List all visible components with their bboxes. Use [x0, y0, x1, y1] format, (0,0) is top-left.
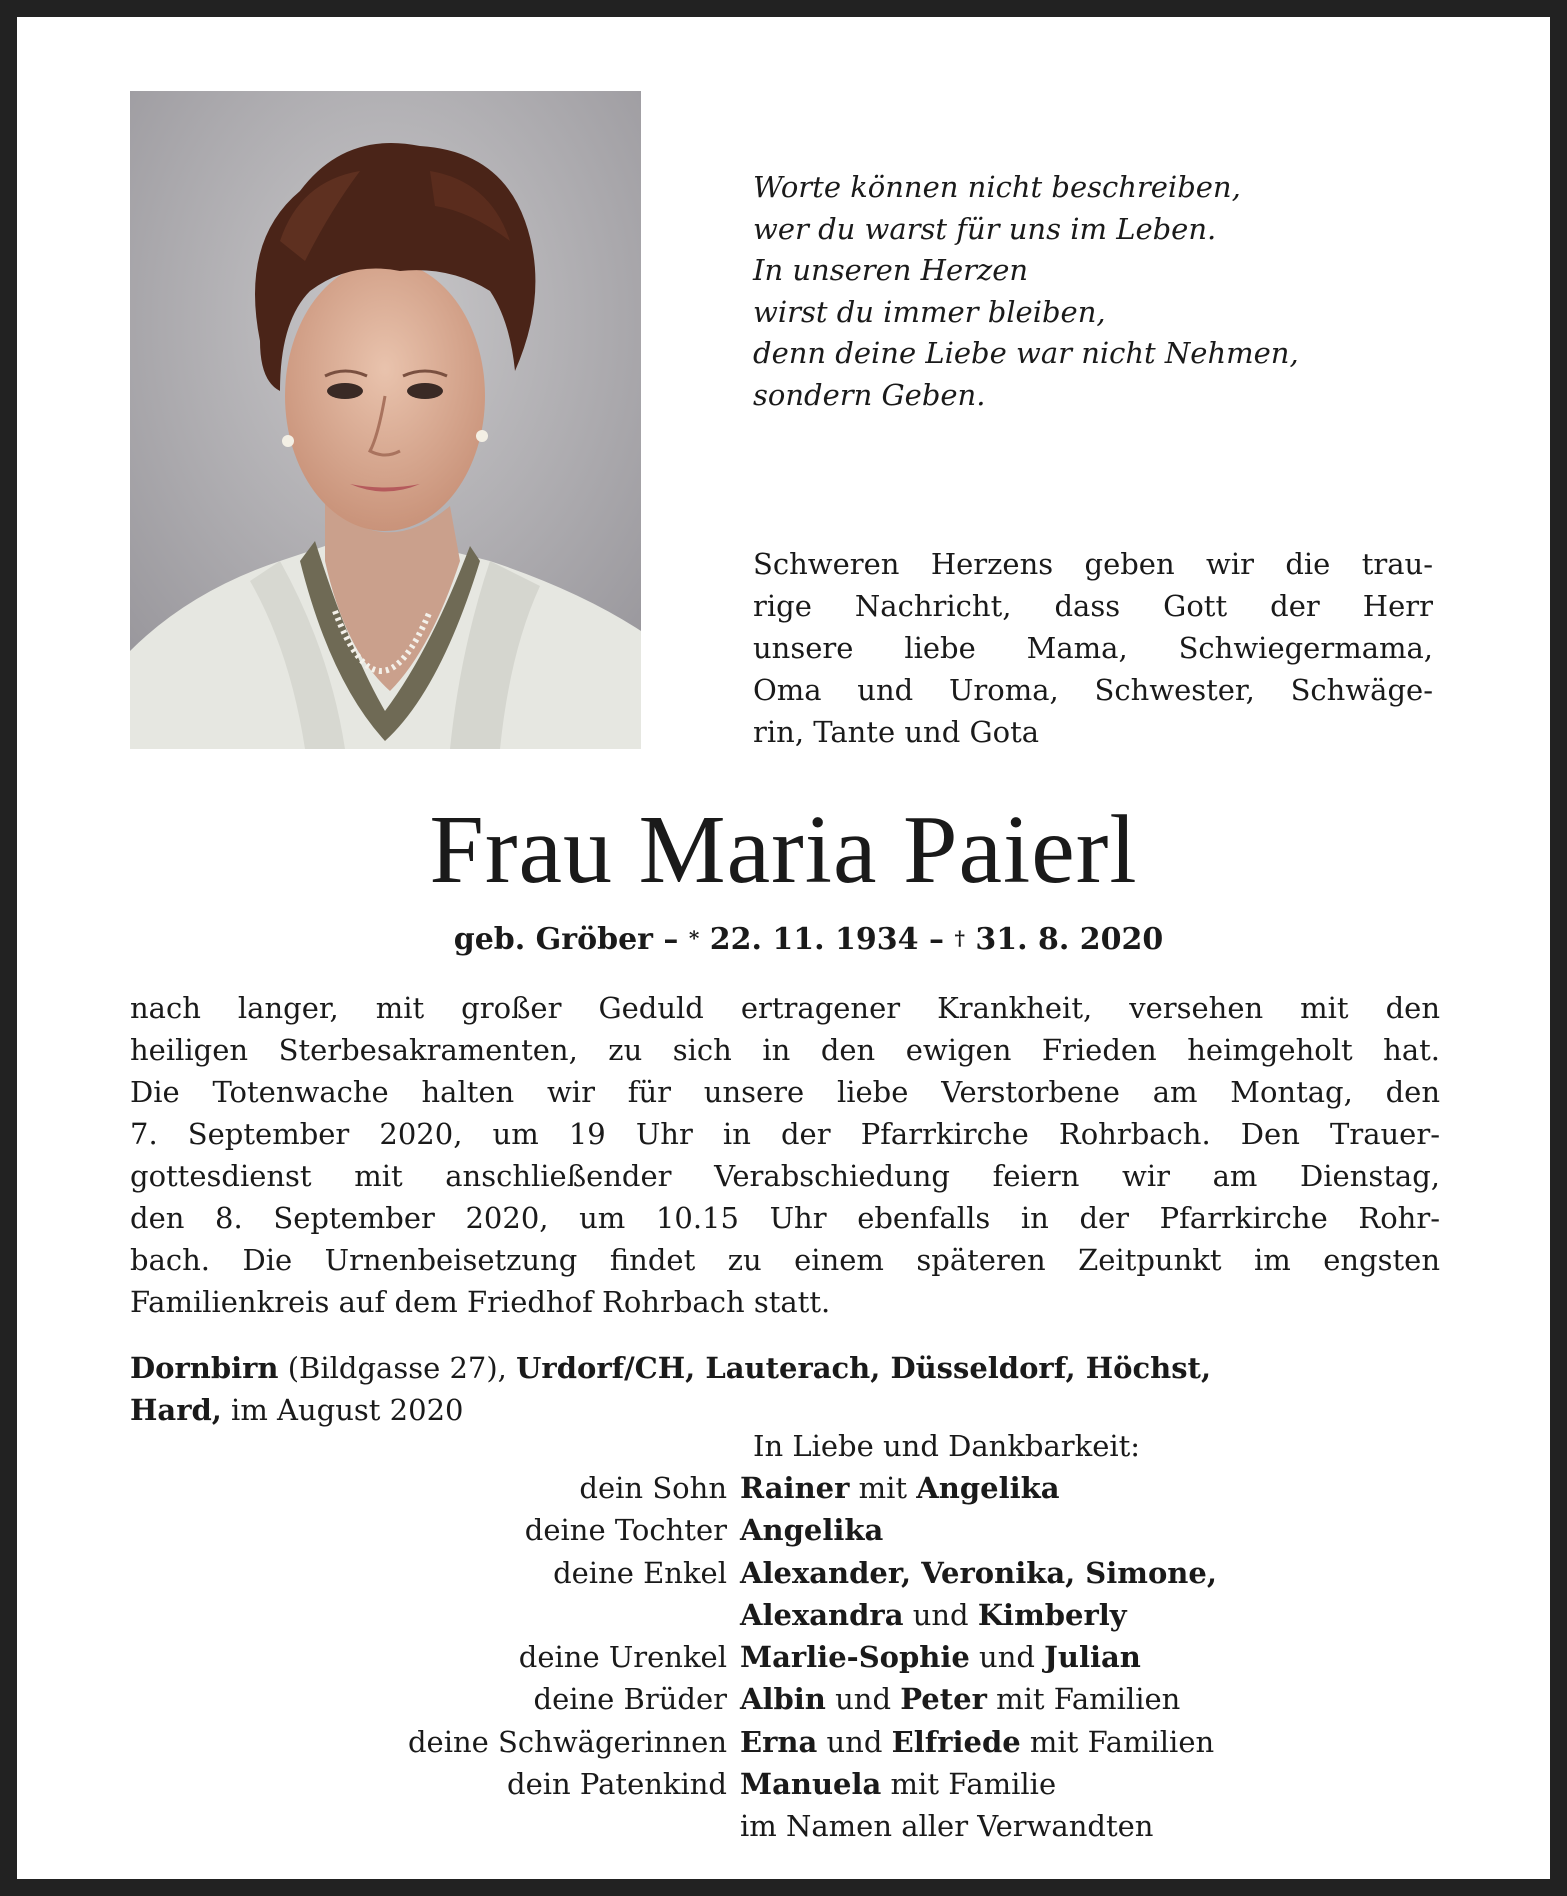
relative-name: Marlie-Sophie: [740, 1640, 970, 1675]
signature-row: [17, 1636, 1550, 1678]
relation-label: [17, 1805, 740, 1847]
deceased-name: Frau Maria Paierl: [429, 796, 1138, 904]
closing-phrase: In Liebe und Dankbarkeit:: [753, 1429, 1141, 1463]
birth-death-dates: [17, 920, 1550, 962]
connector-text: mit: [849, 1471, 917, 1505]
signature-row: [17, 1805, 1550, 1847]
connector-text: und: [817, 1724, 892, 1759]
body-line: Familienkreis auf dem Friedhof Rohrbach statt.: [130, 1285, 831, 1319]
signature-row: [17, 1594, 1550, 1636]
intro-line: rin, Tante und Gota: [753, 715, 1040, 749]
relative-name: Julian: [1044, 1640, 1141, 1675]
signature-row: [17, 1721, 1550, 1763]
relative-names: [740, 1594, 1550, 1636]
address: (Bildgasse 27),: [278, 1351, 517, 1385]
death-date: 31. 8. 2020: [964, 922, 1164, 957]
obituary-page: [17, 17, 1550, 1879]
poem-line: wer du warst für uns im Leben.: [753, 211, 1217, 246]
relation-label: deine Tochter: [524, 1513, 727, 1548]
relative-name: Rainer: [740, 1471, 850, 1505]
relation-label: dein Patenkind: [507, 1767, 727, 1802]
relative-name: Angelika: [916, 1471, 1060, 1505]
signature-row: [17, 1678, 1550, 1720]
intro-paragraph: [753, 543, 1433, 753]
star-icon: *: [688, 926, 700, 950]
relation-label: deine Enkel: [553, 1555, 727, 1590]
signature-row: [17, 1509, 1550, 1551]
body-line: gottesdienst mit anschließender Verabschiedung feiern wir am Dienstag,: [130, 1159, 1440, 1193]
places-line: [130, 1347, 1440, 1431]
signature-row: [17, 1763, 1550, 1805]
signature-row: [17, 1552, 1550, 1594]
connector-text: mit Familien: [1020, 1724, 1215, 1759]
portrait-photo: [130, 91, 641, 749]
relative-names: [740, 1763, 1550, 1805]
portrait-illustration: [130, 91, 641, 749]
connector-text: und: [903, 1597, 978, 1632]
relative-names: [740, 1552, 1550, 1594]
intro-line: rige Nachricht, dass Gott der Herr: [753, 589, 1433, 623]
place-dornbirn: Dornbirn: [130, 1351, 279, 1385]
relative-name: Alexandra: [740, 1597, 904, 1632]
relative-name: Angelika: [740, 1513, 884, 1548]
relation-label: [17, 1594, 740, 1636]
body-line: 7. September 2020, um 19 Uhr in der Pfarrkirche Rohrbach. Den Trauer-: [130, 1117, 1440, 1151]
poem-line: Worte können nicht beschreiben,: [753, 170, 1241, 204]
signature-row: [17, 1467, 1550, 1509]
relative-name: Manuela: [740, 1767, 882, 1802]
relation-label: deine Brüder: [533, 1682, 727, 1717]
relative-names: [740, 1721, 1550, 1763]
poem-line: In unseren Herzen: [753, 253, 1029, 287]
maiden-name: geb. Gröber –: [453, 922, 689, 957]
relative-names: [740, 1509, 1550, 1551]
poem-line: denn deine Liebe war nicht Nehmen,: [753, 336, 1299, 370]
place-hard: Hard,: [130, 1393, 222, 1427]
intro-line: Schweren Herzens geben wir die trau-: [753, 547, 1433, 581]
body-line: bach. Die Urnenbeisetzung findet zu einem späteren Zeitpunkt im engsten: [130, 1243, 1440, 1277]
relative-name: Albin: [740, 1682, 826, 1717]
body-line: heiligen Sterbesakramenten, zu sich in den ewigen Frieden heimgeholt hat.: [130, 1033, 1440, 1067]
relative-names: [740, 1805, 1550, 1847]
relative-name: Kimberly: [977, 1597, 1127, 1632]
intro-line: unsere liebe Mama, Schwiegermama,: [753, 631, 1433, 665]
connector-text: mit Familien: [986, 1682, 1181, 1717]
birth-date: 22. 11. 1934 –: [699, 922, 955, 957]
poem-line: wirst du immer bleiben,: [753, 294, 1106, 329]
relative-name: Peter: [900, 1682, 987, 1717]
connector-text: und: [825, 1682, 901, 1717]
relative-names: [740, 1678, 1550, 1720]
connector-text: im Namen aller Verwandten: [740, 1809, 1154, 1844]
relative-name: Alexander, Veronika, Simone,: [740, 1555, 1217, 1590]
relative-names: [740, 1636, 1550, 1678]
signatures-list: [17, 1467, 1550, 1848]
date-line: im August 2020: [221, 1393, 464, 1427]
intro-line: Oma und Uroma, Schwester, Schwäge-: [753, 673, 1433, 707]
body-line: nach langer, mit großer Geduld ertragener Krankheit, versehen mit den: [130, 991, 1440, 1025]
relative-name: Elfriede: [891, 1724, 1021, 1759]
relation-label: deine Schwägerinnen: [407, 1724, 727, 1759]
other-places: Urdorf/CH, Lauterach, Düsseldorf, Höchst,: [516, 1351, 1212, 1385]
body-line: Die Totenwache halten wir für unsere liebe Verstorbene am Montag, den: [130, 1075, 1440, 1109]
body-line: den 8. September 2020, um 10.15 Uhr ebenfalls in der Pfarrkirche Rohr-: [130, 1201, 1440, 1235]
announcement-text: [130, 987, 1440, 1323]
poem-line: sondern Geben.: [753, 377, 986, 412]
connector-text: und: [969, 1640, 1045, 1675]
relative-names: [740, 1467, 1550, 1509]
cross-icon: †: [954, 926, 965, 950]
relative-name: Erna: [740, 1724, 818, 1759]
relation-label: dein Sohn: [579, 1471, 727, 1505]
relation-label: deine Urenkel: [518, 1640, 727, 1675]
connector-text: mit Familie: [881, 1767, 1057, 1802]
poem: [753, 167, 1453, 416]
